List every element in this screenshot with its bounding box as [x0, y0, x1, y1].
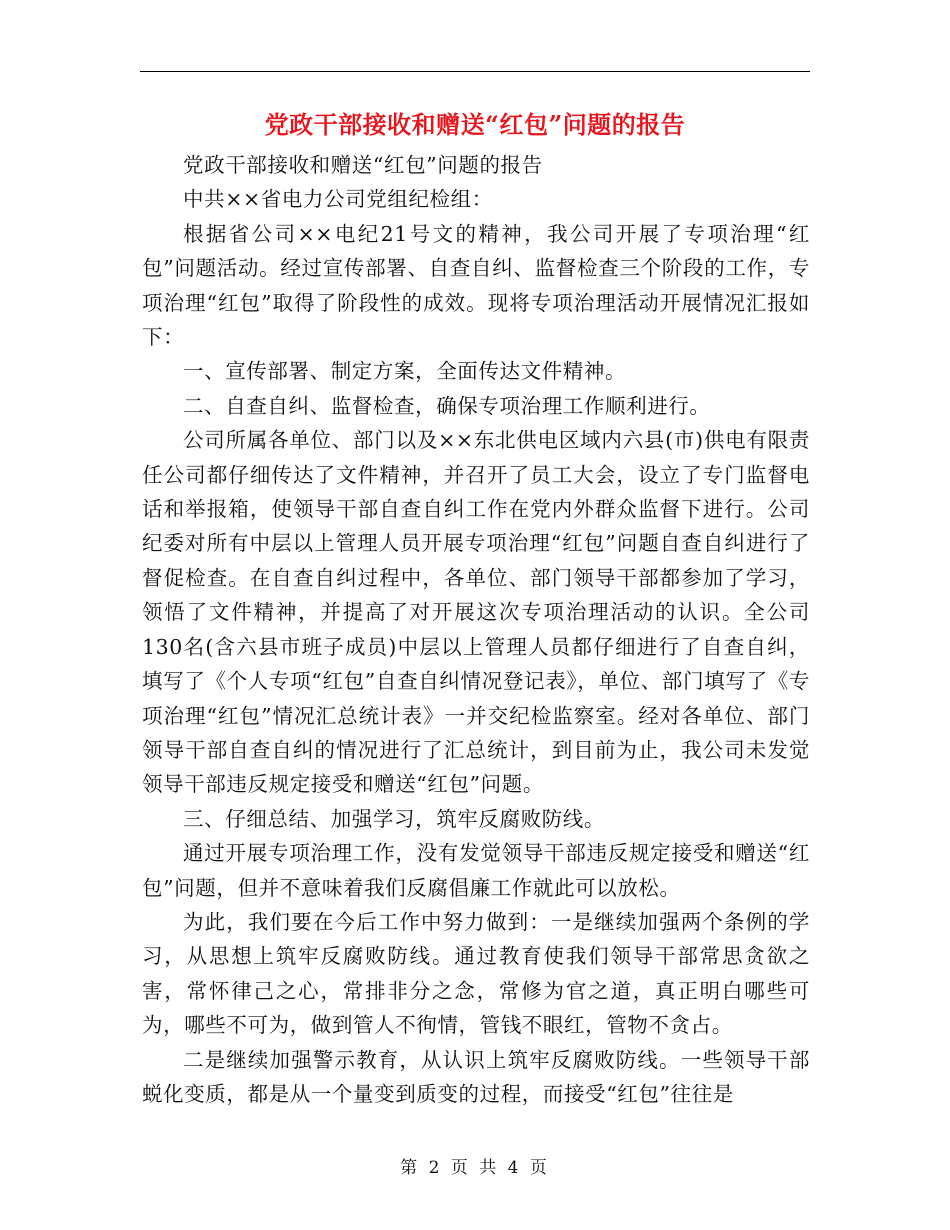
page-number-footer: 第 2 页 共 4 页 — [400, 1158, 550, 1178]
paragraph-addressee: 中共××省电力公司党组纪检组： — [183, 187, 493, 212]
paragraph-subtitle: 党政干部接收和赠送“红包”问题的报告 — [183, 153, 543, 177]
paragraph-summary: 通过开展专项治理工作，没有发觉领导干部违反规定接受和赠送“红包”问题，但并不意味着我们反腐倡廉工作就此可以放松。 — [142, 841, 810, 900]
section-heading-1: 一、宣传部署、制定方案，全面传达文件精神。 — [183, 359, 627, 384]
document-body — [142, 148, 810, 1111]
section-heading-2: 二、自查自纠、监督检查，确保专项治理工作顺利进行。 — [183, 393, 711, 418]
section-heading-3: 三、仔细总结、加强学习，筑牢反腐败防线。 — [183, 806, 605, 831]
paragraph-warning-education: 二是继续加强警示教育，从认识上筑牢反腐败防线。一些领导干部蜕化变质，都是从一个量变到质变的过程，而接受“红包”往往是 — [142, 1047, 810, 1106]
paragraph-measures: 为此，我们要在今后工作中努力做到：一是继续加强两个条例的学习，从思想上筑牢反腐败防线。通过教育使我们领导干部常思贪欲之害，常怀律己之心，常排非分之念，常修为官之道，真正明白哪些可为，哪些不可为，做到管人不徇情，管钱不眼红，管物不贪占。 — [142, 909, 810, 1038]
paragraph-self-check: 公司所属各单位、部门以及××东北供电区域内六县(市)供电有限责任公司都仔细传达了文件精神，并召开了员工大会，设立了专门监督电话和举报箱，使领导干部自查自纠工作在党内外群众监督下进行。公司纪委对所有中层以上管理人员开展专项治理“红包”问题自查自纠进行了督促检查。在自查自纠过程中，各单位、部门领导干部都参加了学习，领悟了文件精神，并提高了对开展这次专项治理活动的认识。全公司130名(含六县市班子成员)中层以上管理人员都仔细进行了自查自纠，填写了《个人专项“红包”自查自纠情况登记表》，单位、部门填写了《专项治理“红包”情况汇总统计表》一并交纪检监察室。经对各单位、部门领导干部自查自纠的情况进行了汇总统计，到目前为止，我公司未发觉领导干部违反规定接受和赠送“红包”问题。 — [142, 428, 810, 797]
paragraph-intro: 根据省公司××电纪21号文的精神，我公司开展了专项治理“红包”问题活动。经过宣传部署、自查自纠、监督检查三个阶段的工作，专项治理“红包”取得了阶段性的成效。现将专项治理活动开展情况汇报如下： — [142, 221, 810, 350]
header-rule — [140, 71, 810, 72]
document-title: 党政干部接收和赠送“红包”问题的报告 — [264, 110, 686, 139]
